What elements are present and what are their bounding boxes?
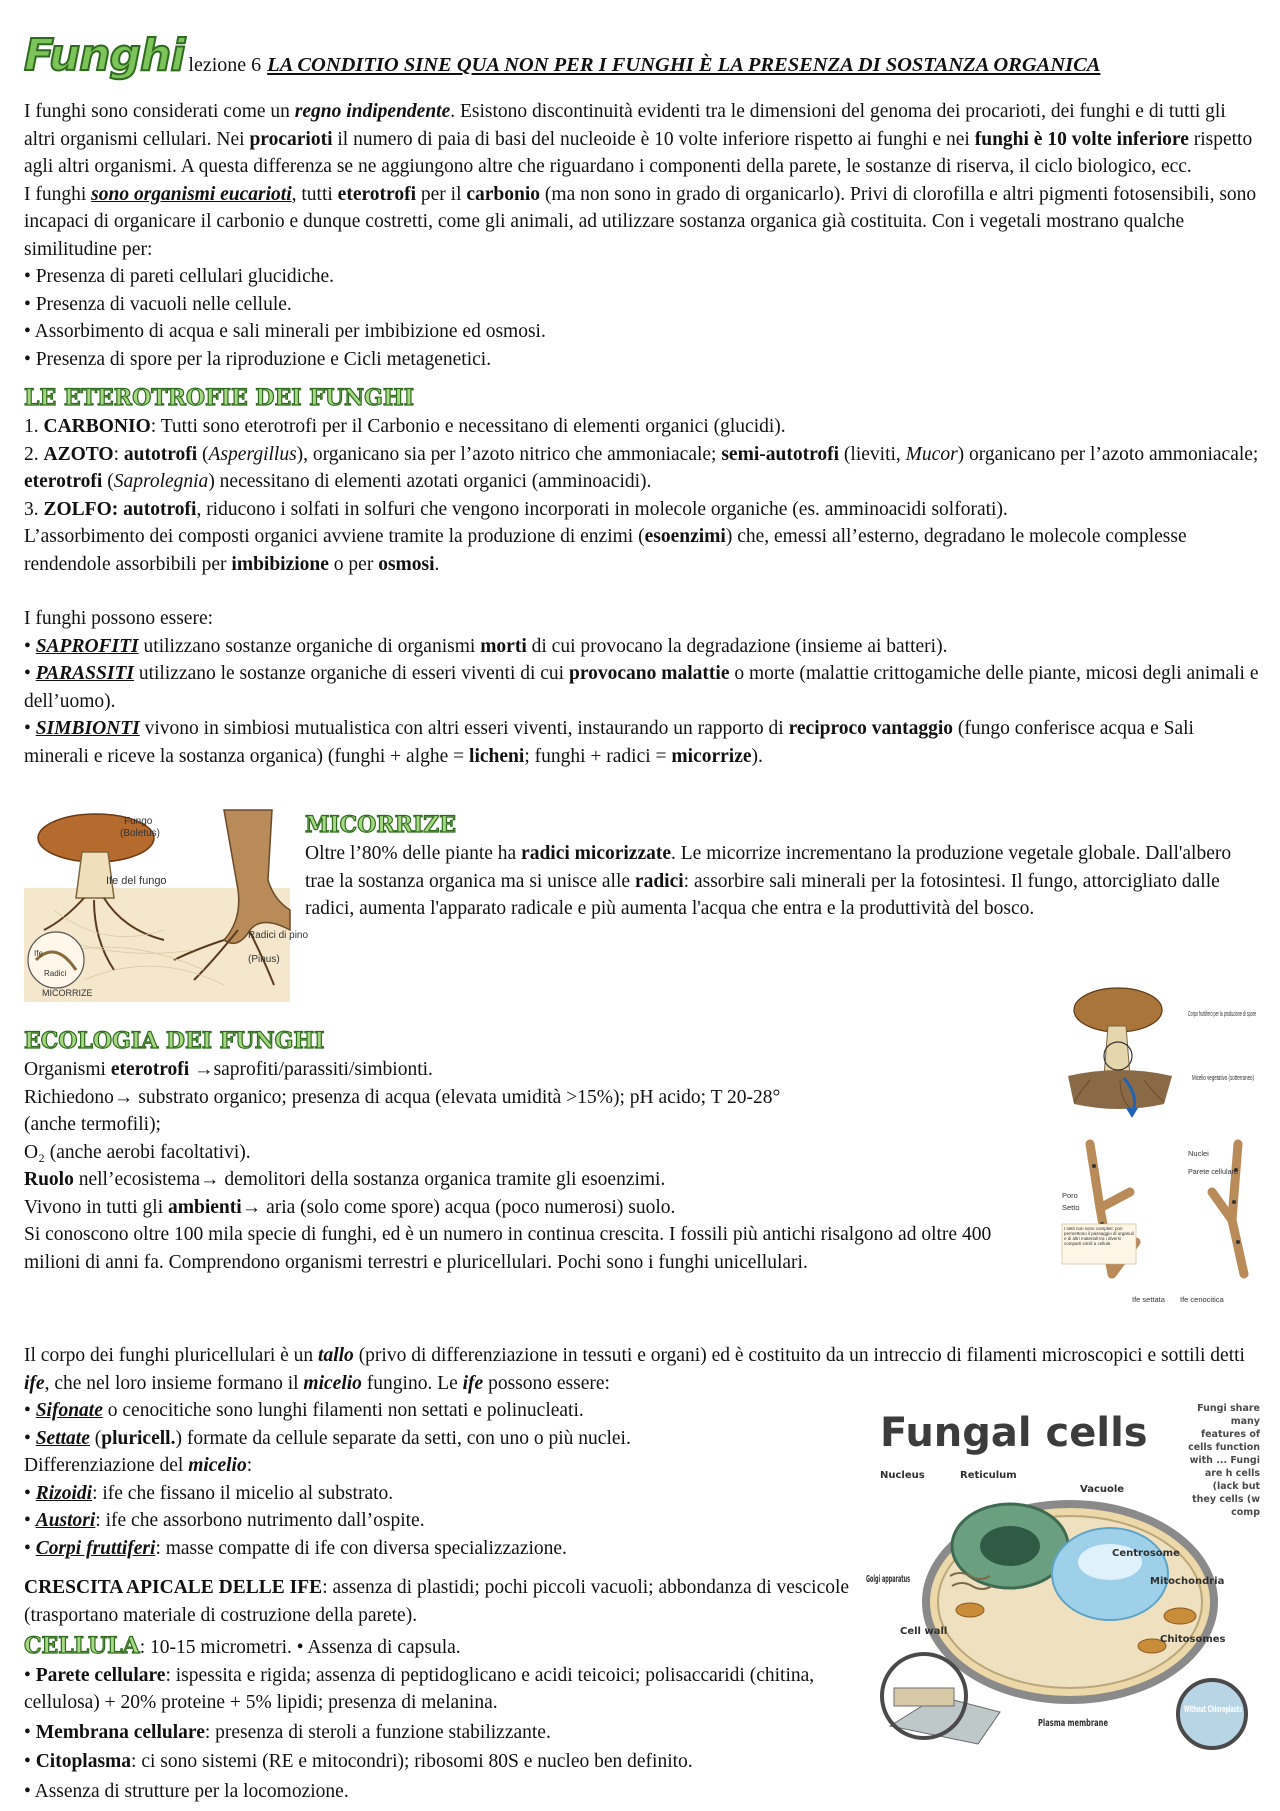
- label-ife-settata: Ife settata: [1132, 1295, 1165, 1304]
- bullet-parassiti: • PARASSITI utilizzano le sostanze organiche di esseri viventi di cui provocano malattie o morte (malattie crittogamiche delle piante, micosi degli animali e dell’uomo).: [24, 663, 1259, 712]
- tallo-block: [24, 1342, 1260, 1397]
- bullet-austori: • Austori: ife che assorbono nutrimento dall’ospite.: [24, 1510, 425, 1531]
- label-micorrize: MICORRIZE: [42, 988, 93, 998]
- headline: LA CONDITIO SINE QUA NON PER I FUNGHI È LA PRESENZA DI SOSTANZA ORGANICA: [267, 54, 1101, 76]
- label-nucleus: Nucleus: [880, 1470, 925, 1481]
- label-parete: Parete cellulare: [1188, 1167, 1238, 1176]
- label-without: Without Chloroplasts: [1184, 1705, 1242, 1715]
- label-centrosome: Centrosome: [1112, 1548, 1180, 1559]
- label-boletus: (Boletus): [120, 828, 161, 839]
- ife-block: [24, 1397, 854, 1805]
- eucarioti-paragraph: I funghi sono organismi eucarioti, tutti eterotrofi per il carbonio (ma non sono in grado di organicarlo). Privi di clorofilla e altri pigmenti fotosensibili, sono incapaci di organicare il carbonio e dunque costretti, come gli animali, ad utilizzare sostanza organica già costituita. Con i vegetali mostrano qualche similitudine per:: [24, 183, 1257, 260]
- label-reticulum: Reticulum: [960, 1470, 1017, 1481]
- bullet-membrana: • Membrana cellulare: presenza di steroli a funzione stabilizzante.: [24, 1721, 551, 1743]
- differenziazione: Differenziazione del micelio:: [24, 1455, 253, 1476]
- ecologia-block: [24, 1026, 1024, 1276]
- label-chitosomes: Chitosomes: [1160, 1634, 1226, 1645]
- eterotrofie-block: [24, 413, 1260, 770]
- bullet-simbionti: • SIMBIONTI vivono in simbiosi mutualistica con altri esseri viventi, instaurando un rapporto di reciproco vantaggio (fungo conferisce acqua e Sali minerali e riceve la sostanza organica) (funghi + alghe = licheni; funghi + radici = micorrize).: [24, 718, 1194, 767]
- document-page: [24, 24, 1260, 1802]
- eco-richiedono: Richiedono→ substrato organico; presenza di acqua (elevata umidità >15%); pH acido; T 20-28° (anche termofili);: [24, 1086, 781, 1135]
- eco-ruolo: Ruolo nell’ecosistema→ demolitori della sostanza organica tramite gli esoenzimi.: [24, 1169, 666, 1190]
- micorrize-illustration: [24, 810, 309, 1002]
- note-setti: I setti non sono completi: pori permettono il passaggio di organuli e di altri materiali tra i diversi comparti simili a cellule.: [1064, 1226, 1134, 1246]
- bullet-saprofiti: • SAPROFITI utilizzano sostanze organiche di organismi morti di cui provocano la degradazione (insieme ai batteri).: [24, 635, 948, 657]
- micorrize-block: [305, 810, 1260, 923]
- bullet-locomozione: • Assenza di strutture per la locomozione.: [24, 1780, 349, 1802]
- label-poro: Poro: [1062, 1191, 1078, 1200]
- bullet-vacuoli: • Presenza di vacuoli nelle cellule.: [24, 293, 292, 315]
- eco-ossigeno: O₂ (anche aerobi facoltativi).: [24, 1141, 251, 1163]
- label-plasma: Plasma membrane: [1038, 1718, 1109, 1729]
- label-ife-cenocitica: Ife cenocitica: [1180, 1295, 1224, 1304]
- section-cellula: CELLULA: [24, 1633, 140, 1659]
- assorbimento-paragraph: L’assorbimento dei composti organici avviene tramite la produzione di enzimi (esoenzimi) che, emessi all’esterno, degradano le molecole complesse rendendole assorbibili per imbibizione o per osmosi.: [24, 526, 1187, 575]
- intro-block: [24, 98, 1260, 373]
- section-eterotrofie: LE ETEROTROFIE DEI FUNGHI: [24, 385, 414, 411]
- corpo-fungo-illustration: [1060, 980, 1260, 1304]
- lesson-number: lezione 6: [188, 54, 262, 76]
- cellula-line: CELLULA: 10-15 micrometri. • Assenza di capsula.: [24, 1633, 461, 1659]
- label-radici: Radici: [44, 969, 67, 978]
- label-pinus: (Pinus): [248, 954, 280, 965]
- possono-essere: I funghi possono essere:: [24, 608, 214, 629]
- fungal-cells-illustration: [860, 1396, 1260, 1759]
- bullet-sifonate: • Sifonate o cenocitiche sono lunghi filamenti non settati e polinucleati.: [24, 1400, 584, 1421]
- intro-paragraph: I funghi sono considerati come un regno indipendente. Esistono discontinuità evidenti tra le dimensioni del genoma dei procarioti, dei funghi e di tutti gli altri organismi cellulari. Nei procarioti il numero di paia di basi del nucleoide è 10 volte inferiore rispetto ai funghi e nei funghi è 10 volte inferiore rispetto agli altri organismi. A questa differenza se ne aggiungono altre che riguardano i componenti della parete, le sostanze di riserva, il ciclo biologico, ecc.: [24, 101, 1253, 177]
- bullet-assorbimento: • Assorbimento di acqua e sali minerali per imbibizione ed osmosi.: [24, 321, 546, 342]
- label-nuclei: Nuclei: [1188, 1149, 1209, 1158]
- crescita-apicale: CRESCITA APICALE DELLE IFE: assenza di plastidi; pochi piccoli vacuoli; abbondanza di vescicole (trasportano materiale di costruzione della parete).: [24, 1577, 850, 1626]
- label-ife: Ife: [34, 949, 43, 958]
- item-zolfo: 3. ZOLFO: autotrofi, riducono i solfati in solfuri che vengono incorporati in molecole organiche (es. amminoacidi solforati).: [24, 498, 1008, 520]
- bullet-settate: • Settate (pluricell.) formate da cellule separate da setti, con uno o più nuclei.: [24, 1427, 631, 1449]
- bullet-pareti: • Presenza di pareti cellulari glucidiche.: [24, 266, 335, 287]
- section-ecologia: ECOLOGIA DEI FUNGHI: [24, 1028, 325, 1054]
- bullet-rizoidi: • Rizoidi: ife che fissano il micelio al substrato.: [24, 1482, 394, 1504]
- title-row: [24, 24, 1260, 80]
- label-ife-fungo: Ife del fungo: [106, 875, 167, 887]
- label-mitochondria: Mitochondria: [1150, 1576, 1225, 1587]
- eco-ambienti: Vivono in tutti gli ambienti→ aria (solo come spore) acqua (poco numerosi) suolo.: [24, 1196, 676, 1218]
- item-azoto: 2. AZOTO: autotrofi (Aspergillus), organicano sia per l’azoto nitrico che ammoniacale; semi-autotrofi (lieviti, Mucor) organicano per l’azoto ammoniacale; eterotrofi (Saprolegnia) necessitano di elementi azotati organici (amminoacidi).: [24, 443, 1259, 492]
- item-carbonio: 1. CARBONIO: Tutti sono eterotrofi per il Carbonio e necessitano di elementi organici (glucidi).: [24, 416, 786, 437]
- funghi-logo: Funghi: [24, 30, 185, 81]
- eco-organismi: Organismi eterotrofi →saprofiti/parassiti/simbionti.: [24, 1059, 433, 1080]
- bullet-parete: • Parete cellulare: ispessita e rigida; assenza di peptidoglicano e acidi teicoici; polisaccaridi (chitina, cellulosa) + 20% proteine + 5% lipidi; presenza di melanina.: [24, 1664, 815, 1713]
- label-setto: Setto: [1062, 1203, 1080, 1212]
- fungal-cells-title: Fungal cells: [880, 1410, 1148, 1456]
- micorrize-paragraph: Oltre l’80% delle piante ha radici micorizzate. Le micorrize incrementano la produzione vegetale globale. Dall'albero trae la sostanza organica ma si unisce alle radici: assorbire sali minerali per la fotosintesi. Il fungo, attorcigliato dalle radici, aumenta l'apparato radicale e più aumenta l'acqua che entra e la produttività del bosco.: [305, 843, 1232, 919]
- label-cell-wall: Cell wall: [900, 1626, 948, 1637]
- fungal-cells-note: Fungi share many features of cells function with ... Fungi are h cells (lack but they cells (w comp: [1188, 1403, 1260, 1518]
- label-golgi: Golgi apparatus: [866, 1574, 911, 1585]
- bullet-corpi: • Corpi fruttiferi: masse compatte di ife con diversa specializzazione.: [24, 1537, 567, 1559]
- label-micelio: Micelio vegetativo (sotterraneo): [1192, 1073, 1255, 1082]
- bullet-spore: • Presenza di spore per la riproduzione e Cicli metagenetici.: [24, 348, 492, 370]
- eco-specie: Si conoscono oltre 100 mila specie di funghi, ed è un numero in continua crescita. I fossili più antichi risalgono ad oltre 400 milioni di anni fa. Comprendono organismi terrestri e pluricellulari. Pochi sono i funghi unicellulari.: [24, 1224, 992, 1273]
- label-vacuole: Vacuole: [1080, 1484, 1125, 1495]
- bullet-citoplasma: • Citoplasma: ci sono sistemi (RE e mitocondri); ribosomi 80S e nucleo ben definito.: [24, 1751, 693, 1772]
- label-fungo: Fungo: [124, 816, 153, 827]
- tallo-paragraph: Il corpo dei funghi pluricellulari è un tallo (privo di differenziazione in tessuti e organi) ed è costituito da un intreccio di filamenti microscopici e sottili detti ife, che nel loro insieme formano il micelio fungino. Le ife possono essere:: [24, 1345, 1245, 1394]
- label-corpo-fruttifero: Corpo fruttifero per la produzione di spore: [1188, 1009, 1256, 1018]
- label-radici-pino: Radici di pino: [248, 930, 309, 941]
- section-micorrize: MICORRIZE: [305, 812, 457, 838]
